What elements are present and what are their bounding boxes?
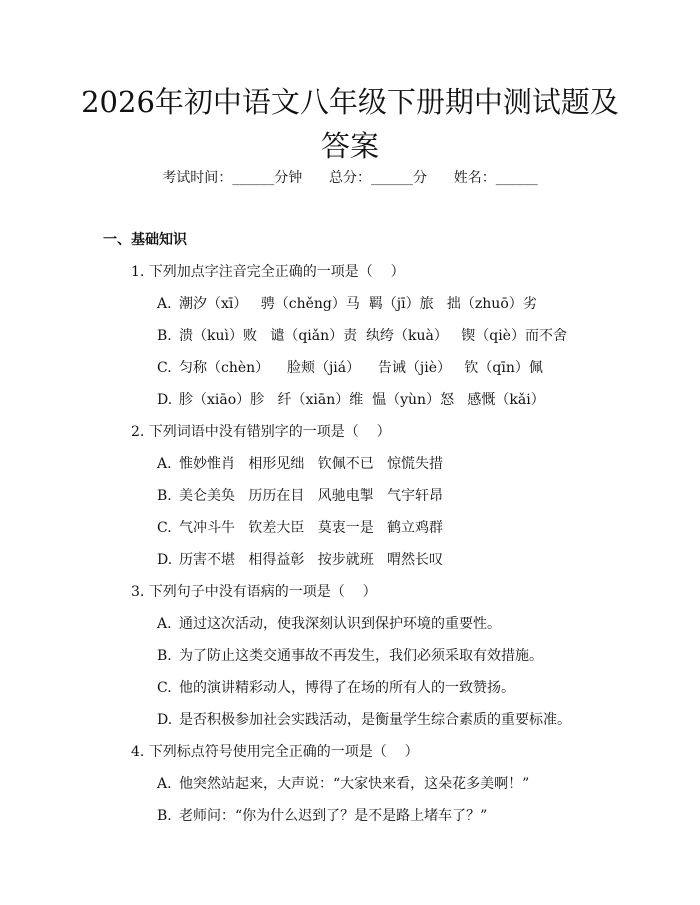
option-label: A.: [157, 296, 172, 312]
option-label: B.: [157, 648, 172, 664]
option-text: 他突然站起来，大声说：“大家快来看，这朵花多美啊！”: [179, 776, 530, 792]
page-title: 2026年初中语文八年级下册期中测试题及答案: [81, 85, 619, 163]
question-option: [157, 806, 487, 826]
option-label: B.: [157, 328, 172, 344]
option-text: 为了防止这类交通事故不再发生，我们必须采取有效措施。: [179, 648, 543, 664]
option-label: C.: [157, 680, 172, 696]
option-label: A.: [157, 776, 172, 792]
option-text: 美仑美奂 历历在目 风驰电掣 气宇轩昂: [179, 488, 444, 504]
section-heading: 一、基础知识: [103, 232, 187, 248]
question-stem: 3. 下列句子中没有语病的一项是（ ）: [131, 584, 377, 600]
question-option: [157, 358, 543, 378]
question-option: [157, 678, 515, 698]
option-text: 潮汐（xī） 骋（chěng）马 羁（jī）旅 拙（zhuō）劣: [179, 296, 537, 312]
option-label: A.: [157, 616, 172, 632]
exam-meta-line: 考试时间：______分钟 总分：______分 姓名：______: [162, 170, 538, 186]
option-label: D.: [157, 712, 173, 728]
question-stem: 2. 下列词语中没有错别字的一项是（ ）: [131, 424, 391, 440]
question-option: [157, 614, 501, 634]
option-text: 他的演讲精彩动人，博得了在场的所有人的一致赞扬。: [179, 680, 515, 696]
question-stem: 1. 下列加点字注音完全正确的一项是（ ）: [131, 264, 405, 280]
option-label: D.: [157, 552, 173, 568]
option-label: A.: [157, 456, 172, 472]
option-label: B.: [157, 488, 172, 504]
question-option: [157, 294, 537, 314]
option-text: 是否积极参加社会实践活动，是衡量学生综合素质的重要标准。: [179, 712, 571, 728]
question-stem: 4. 下列标点符号使用完全正确的一项是（ ）: [131, 744, 419, 760]
option-label: D.: [157, 392, 173, 408]
option-label: B.: [157, 808, 172, 824]
question-option: [157, 326, 567, 346]
question-option: [157, 646, 543, 666]
question-option: [157, 518, 443, 538]
option-label: C.: [157, 520, 172, 536]
option-text: 老师问：“你为什么迟到了？是不是路上堵车了？”: [179, 808, 488, 824]
question-option: [157, 550, 443, 570]
question-option: [157, 454, 443, 474]
option-text: 惟妙惟肖 相形见绌 钦佩不已 惊慌失措: [179, 456, 444, 472]
option-text: 历害不堪 相得益彰 按步就班 喟然长叹: [179, 552, 444, 568]
option-text: 气冲斗牛 钦差大臣 莫衷一是 鹤立鸡群: [179, 520, 444, 536]
option-text: 胗（xiāo）胗 纤（xiān）维 愠（yùn）怒 感慨（kǎi）: [179, 392, 545, 408]
option-text: 通过这次活动，使我深刻认识到保护环境的重要性。: [179, 616, 501, 632]
option-text: 溃（kuì）败 谴（qiǎn）责 纨绔（kuà） 锲（qiè）而不舍: [179, 328, 567, 344]
option-label: C.: [157, 360, 172, 376]
question-option: [157, 486, 443, 506]
question-option: [157, 390, 545, 410]
question-option: [157, 710, 571, 730]
question-option: [157, 774, 529, 794]
option-text: 匀称（chèn） 脸颊（jiá） 告诫（jiè） 钦（qīn）佩: [179, 360, 543, 376]
